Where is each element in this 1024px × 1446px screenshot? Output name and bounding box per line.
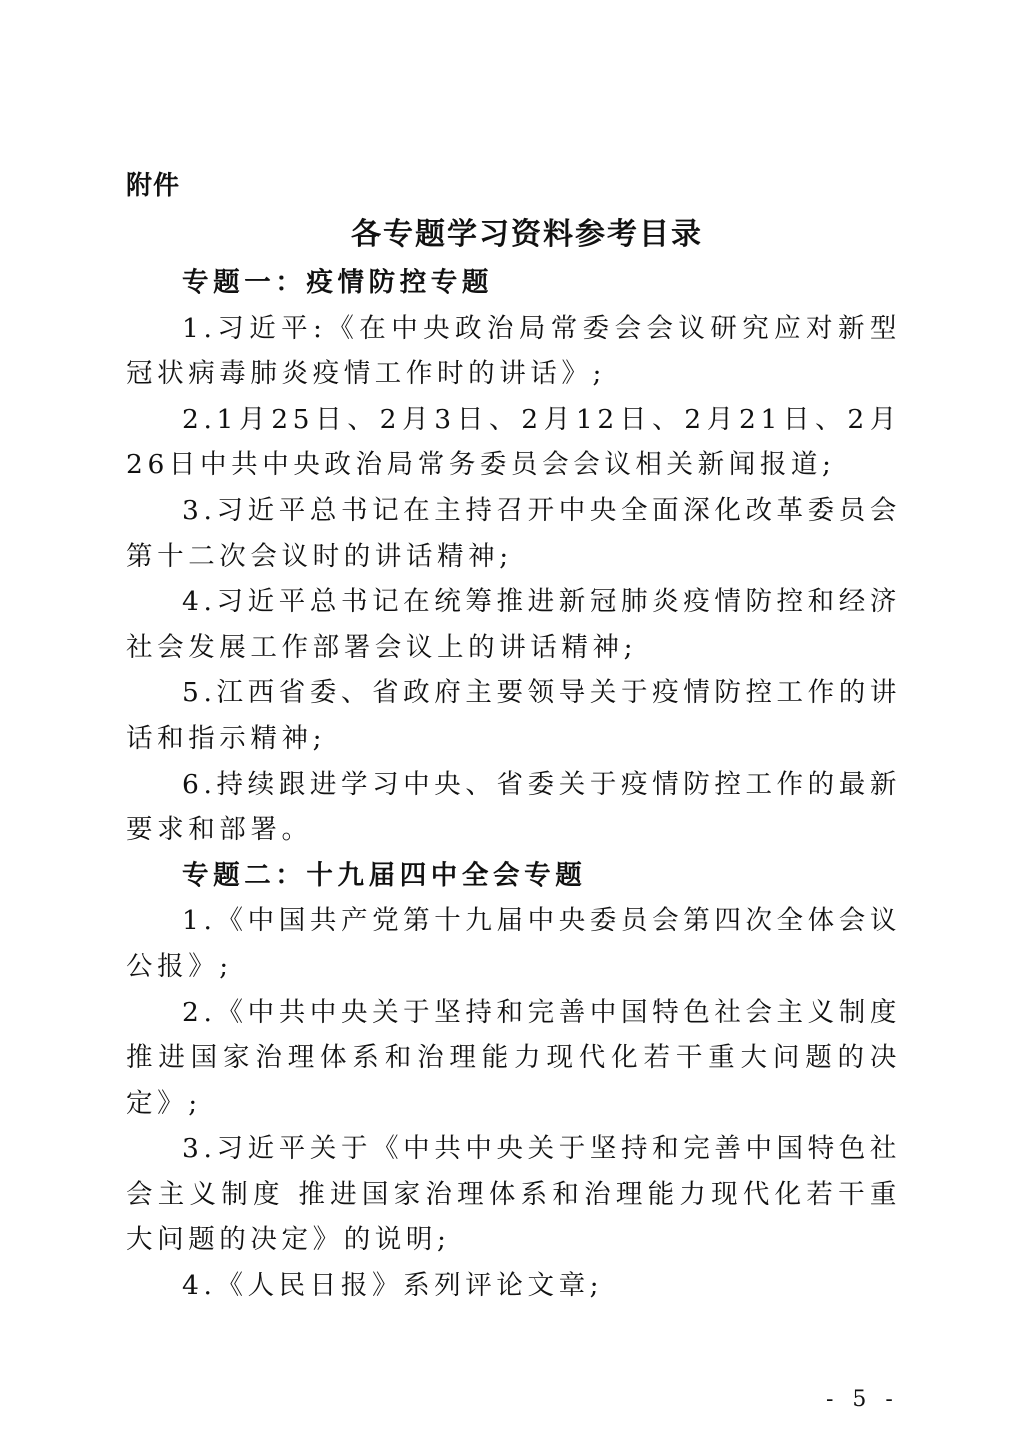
section-1-item-6: 6.持续跟进学习中央、省委关于疫情防控工作的最新要求和部署。 xyxy=(126,768,901,846)
section-1-item-3: 3.习近平总书记在主持召开中央全面深化改革委员会第十二次会议时的讲话精神; xyxy=(126,494,901,572)
section-1-item-4: 4.习近平总书记在统筹推进新冠肺炎疫情防控和经济社会发展工作部署会议上的讲话精神; xyxy=(126,586,901,663)
section-1-item-1: 1.习近平:《在中央政治局常委会会议研究应对新型冠状病毒肺炎疫情工作时的讲话》; xyxy=(126,312,901,390)
document-body xyxy=(126,260,901,1309)
section-1-item-5: 5.江西省委、省政府主要领导关于疫情防控工作的讲话和指示精神; xyxy=(126,677,901,754)
section-2-item-4: 4.《人民日报》系列评论文章; xyxy=(182,1270,604,1302)
page-number: - 5 - xyxy=(826,1387,899,1412)
section-2-item-3: 3.习近平关于《中共中央关于坚持和完善中国特色社会主义制度 推进国家治理体系和治理能力现代化若干重大问题的决定》的说明; xyxy=(126,1133,901,1256)
section-heading-1: 专题一：疫情防控专题 xyxy=(182,267,493,298)
section-2-item-2: 2.《中共中央关于坚持和完善中国特色社会主义制度 推进国家治理体系和治理能力现代化若干重大问题的决定》; xyxy=(126,996,901,1119)
document-title: 各专题学习资料参考目录 xyxy=(351,217,703,252)
annex-label: 附件 xyxy=(126,171,181,201)
section-heading-2: 专题二：十九届四中全会专题 xyxy=(182,859,587,891)
section-2-item-1: 1.《中国共产党第十九届中央委员会第四次全体会议公报》; xyxy=(126,905,901,982)
section-1-item-2: 2.1月25日、2月3日、2月12日、2月21日、2月26日中共中央政治局常务委员会会议相关新闻报道; xyxy=(126,403,901,481)
